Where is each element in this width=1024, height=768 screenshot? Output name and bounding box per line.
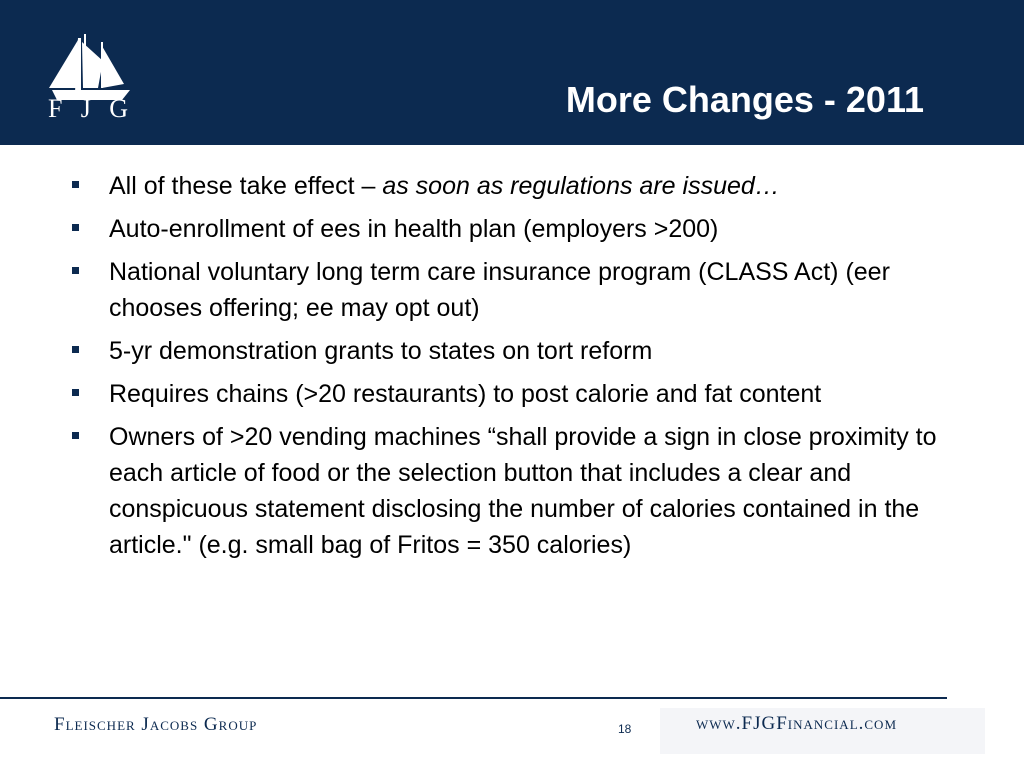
bullet-text: Owners of >20 vending machines “shall provide a sign in close proximity to each article of food or the selection button that includes a clear and conspicuous statement disclosing the number of calories contained in the article." (e.g. small bag of Fritos = 350 calories): [109, 423, 937, 559]
slide-header: [0, 0, 1024, 145]
bullet-item-vending-machines: [70, 419, 950, 563]
logo-letter-j: J: [80, 94, 91, 123]
bullet-item-long-term-care: [70, 254, 950, 326]
bullet-text: All of these take effect –: [109, 172, 383, 200]
company-footer-name: Fleischer Jacobs Group: [54, 714, 258, 735]
logo-letter-f: F: [48, 94, 63, 123]
bullet-item-restaurant-calories: [70, 376, 950, 412]
bullet-item-tort-reform: [70, 333, 950, 369]
footer-divider: [0, 697, 947, 699]
square-bullet-icon: [72, 267, 79, 274]
bullet-list: [70, 168, 950, 570]
bullet-text: 5-yr demonstration grants to states on tort reform: [109, 337, 653, 365]
bullet-text: Auto-enrollment of ees in health plan (employers >200): [109, 215, 719, 243]
page-number: 18: [618, 722, 632, 736]
slide-title: More Changes - 2011: [565, 79, 924, 120]
square-bullet-icon: [72, 224, 79, 231]
logo-letter-g: G: [109, 94, 128, 123]
square-bullet-icon: [72, 346, 79, 353]
bullet-text: National voluntary long term care insurance program (CLASS Act) (eer chooses offering; ee may opt out): [109, 258, 890, 322]
bullet-item-effective-date: [70, 168, 950, 204]
square-bullet-icon: [72, 389, 79, 396]
square-bullet-icon: [72, 181, 79, 188]
bullet-italic-text: as soon as regulations are issued…: [382, 172, 780, 200]
square-bullet-icon: [72, 432, 79, 439]
bullet-text: Requires chains (>20 restaurants) to post calorie and fat content: [109, 380, 822, 408]
bullet-item-auto-enrollment: [70, 211, 950, 247]
website-footer-link: www.FJGFinancial.com: [696, 713, 897, 734]
logo-letters: [48, 94, 128, 124]
